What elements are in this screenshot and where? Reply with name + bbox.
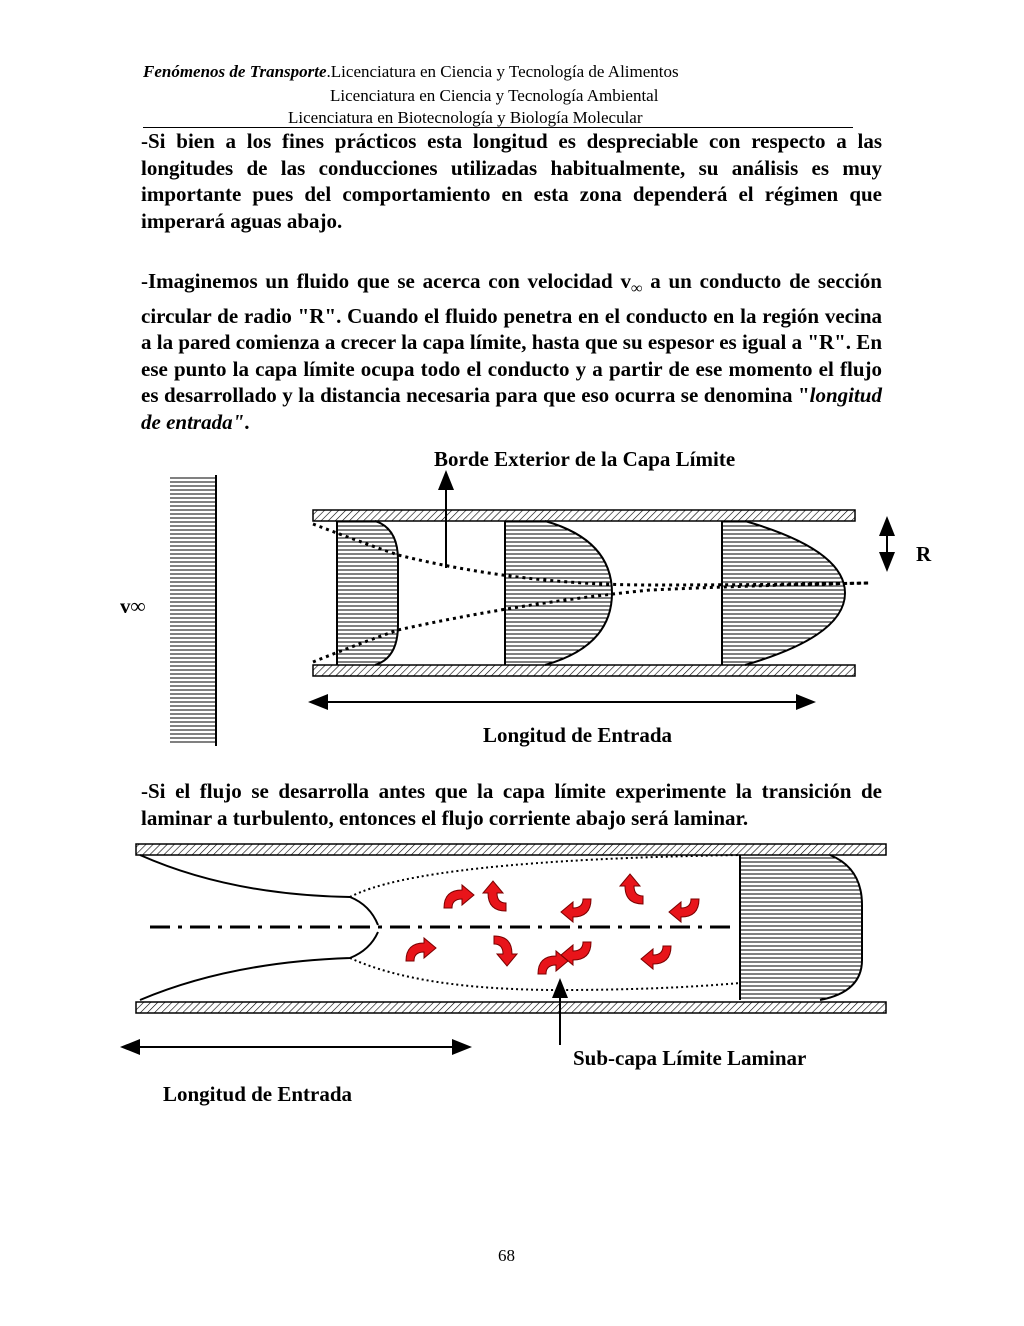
eddy-arrow bbox=[406, 938, 436, 961]
laminar-sublayer-label: Sub-capa Límite Laminar bbox=[573, 1046, 807, 1070]
pipe2-wall-top bbox=[136, 844, 886, 855]
paragraph-2-part-b: a un conducto de sección circular de radio "R". Cuando el fluido penetra en el conducto en la región vecina a la pared comienza a crecer la capa límite, hasta que su espesor es igual a "R". En ese punto la capa límite ocupa todo el conducto y a partir de ese momento el flujo es desarrollado y la distancia necesaria para que eso ocurra se denomina " bbox=[141, 269, 882, 408]
eddy-arrow bbox=[669, 899, 699, 922]
eddy-arrow bbox=[641, 946, 671, 969]
paragraph-2-part-a: -Imaginemos un fluido que se acerca con velocidad v bbox=[141, 269, 632, 293]
eddy-arrow bbox=[483, 881, 506, 911]
radius-label: R bbox=[916, 542, 932, 566]
header-program-2: Licenciatura en Ciencia y Tecnología Ambiental bbox=[330, 86, 659, 105]
turbulent-eddies bbox=[406, 874, 699, 974]
eddy-arrow bbox=[620, 874, 643, 904]
paragraph-1: -Si bien a los fines prácticos esta longitud es despreciable con respecto a las longitudes de las conducciones utilizadas habitualmente, su análisis es muy importante pues del comportamiento en esta zona dependerá el régimen que imperará aguas abajo. bbox=[141, 129, 882, 233]
eddy-arrow bbox=[561, 899, 591, 922]
eddy-arrow bbox=[494, 936, 517, 966]
paragraph-2-end: . bbox=[244, 409, 250, 434]
turbulent-zone-outline-top bbox=[350, 855, 740, 897]
eddy-arrow bbox=[444, 885, 474, 908]
boundary-layer-edge-label: Borde Exterior de la Capa Límite bbox=[434, 447, 736, 471]
page-number: 68 bbox=[498, 1246, 515, 1265]
laminar-boundary-layer-bottom bbox=[140, 932, 378, 1000]
course-title: Fenómenos de Transporte bbox=[143, 62, 327, 81]
paragraph-2-italic-term: longitud de entrada" bbox=[141, 383, 882, 434]
infinity-subscript: ∞ bbox=[631, 280, 643, 298]
free-stream-velocity-label: v∞ bbox=[120, 594, 146, 618]
header-program-3: Licenciatura en Biotecnología y Biología Molecular bbox=[288, 108, 643, 127]
turbulent-velocity-profile bbox=[740, 855, 862, 1000]
laminar-boundary-layer-top bbox=[140, 855, 378, 925]
entrance-length-label-2: Longitud de Entrada bbox=[163, 1082, 353, 1106]
pipe2-wall-bottom bbox=[136, 1002, 886, 1013]
entrance-length-label-1: Longitud de Entrada bbox=[483, 723, 673, 747]
header-program-1: .Licenciatura en Ciencia y Tecnología de Alimentos bbox=[326, 62, 679, 81]
paragraph-3: -Si el flujo se desarrolla antes que la capa límite experimente la transición de laminar a turbulento, entonces el flujo corriente abajo será laminar. bbox=[141, 779, 882, 830]
